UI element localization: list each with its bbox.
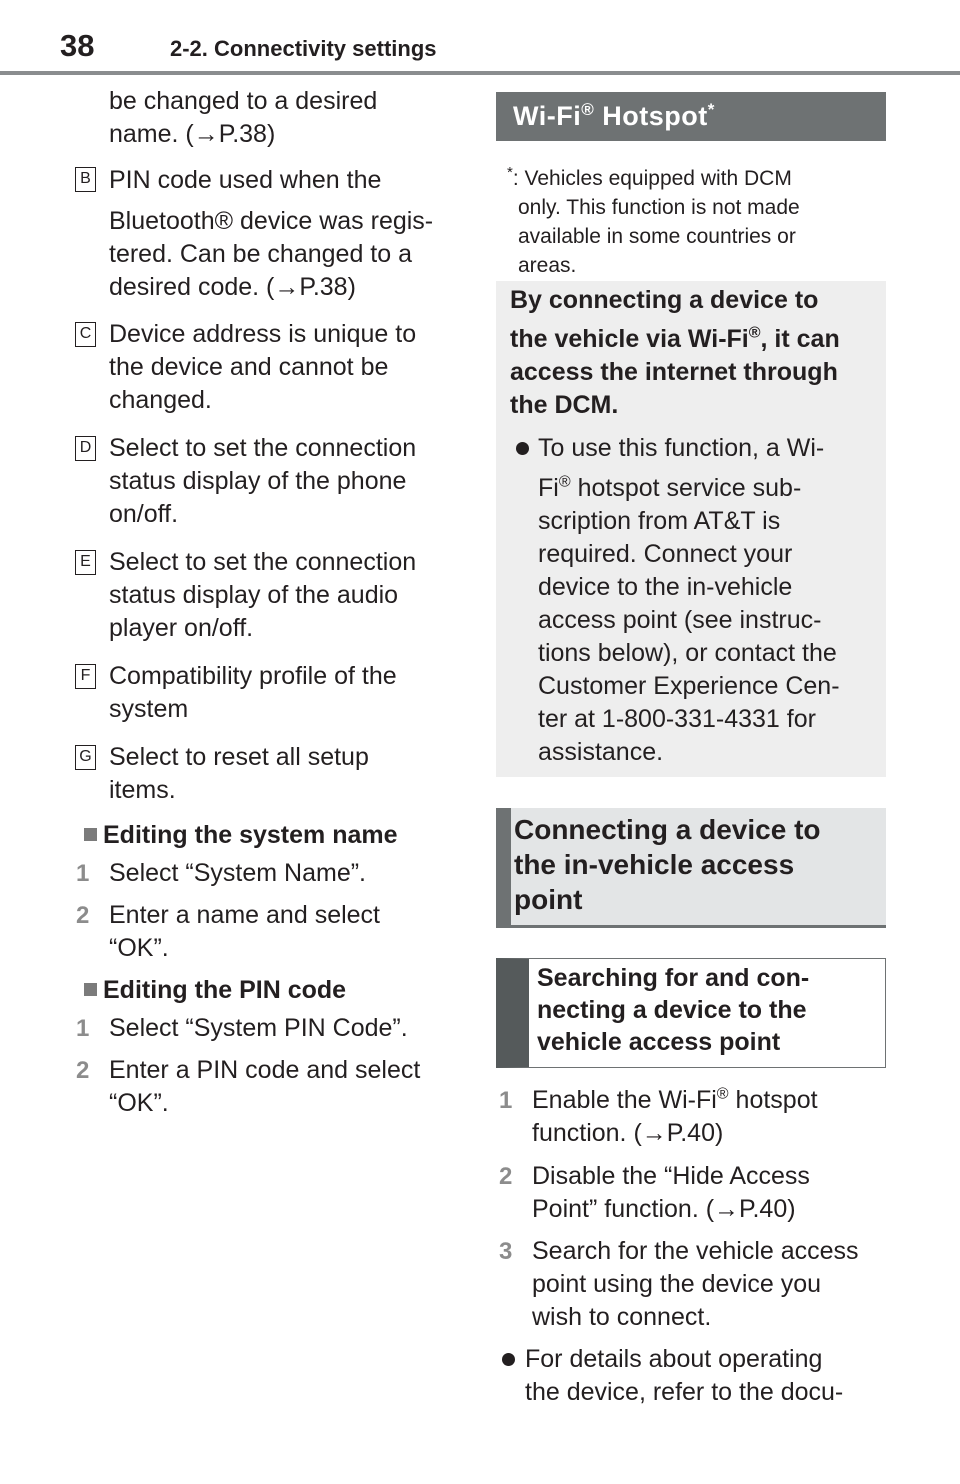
step-text (532, 1084, 882, 1150)
step-text (109, 1054, 420, 1120)
text-line: access point (see instruc- (538, 606, 822, 634)
footnote-line (507, 164, 792, 190)
footnote-line: only. This function is not made (518, 196, 800, 219)
text-run: hotspot (728, 1086, 818, 1114)
callout-label-g: G (75, 745, 96, 770)
text-line: the DCM. (510, 391, 619, 419)
item-g (109, 741, 459, 807)
text-line: point using the device you (532, 1270, 822, 1298)
text-line: Select to set the connection (109, 548, 417, 576)
text-line (510, 323, 880, 356)
text-line: wish to connect. (532, 1303, 712, 1331)
text-line: assistance. (538, 738, 664, 766)
registered-mark: ® (716, 1085, 729, 1103)
info-bullet-text (538, 432, 878, 769)
title-line: Searching for and con- (537, 964, 810, 992)
text-line: For details about operating (525, 1345, 823, 1373)
text-line: required. Connect your (538, 540, 793, 568)
step-text (109, 857, 366, 890)
text-line: Customer Experience Cen- (538, 672, 840, 700)
text-line: changed. (109, 386, 212, 414)
wifi-hotspot-title (496, 92, 886, 141)
text-line: tered. Can be changed to a (109, 240, 413, 268)
subheading-system-name: Editing the system name (103, 821, 398, 849)
text-line: device to the in-vehicle (538, 573, 793, 601)
text-line: “OK”. (109, 1089, 169, 1117)
text-line: name. (→P.38) (109, 120, 276, 148)
text-line: function. (→P.40) (532, 1119, 724, 1147)
text-line: Enter a name and select (109, 901, 380, 929)
title-line: the in-vehicle access (514, 849, 795, 880)
title-line: necting a device to the (537, 996, 807, 1024)
text-line: Point” function. (→P.40) (532, 1195, 796, 1223)
step-text (109, 899, 380, 965)
text-line: items. (109, 776, 176, 804)
text-line: PIN code used when the (109, 166, 382, 194)
title-text: Wi-Fi (513, 101, 582, 131)
text-line: Search for the vehicle access (532, 1237, 859, 1265)
text-line: player on/off. (109, 614, 254, 642)
step-number: 2 (499, 1163, 513, 1190)
connect-section-title (514, 812, 854, 917)
text-run: Fi (538, 474, 559, 502)
step-text (532, 1235, 882, 1334)
callout-label-c: C (75, 322, 96, 347)
page-number: 38 (60, 28, 95, 63)
footnote-marker: * (507, 164, 513, 181)
title-line: point (514, 884, 583, 915)
step-number: 1 (499, 1087, 513, 1114)
text-line: Select “System PIN Code”. (109, 1014, 408, 1042)
subheading-pin-code: Editing the PIN code (103, 976, 347, 1004)
continued-item (109, 85, 377, 151)
text-line: the device, refer to the docu- (525, 1378, 844, 1406)
text-line: status display of the audio (109, 581, 399, 609)
step-number: 3 (499, 1238, 513, 1265)
text-line (538, 472, 878, 505)
step-number: 2 (76, 902, 90, 929)
footnote-marker: * (707, 100, 715, 119)
item-c (109, 318, 459, 417)
item-d (109, 432, 459, 531)
text-line: To use this function, a Wi- (538, 434, 825, 462)
step-number: 1 (76, 1015, 90, 1042)
callout-label-f: F (75, 664, 96, 689)
step-number: 2 (76, 1057, 90, 1084)
title-line: Connecting a device to (514, 814, 821, 845)
text-line: status display of the phone (109, 467, 407, 495)
text-run: Enable the Wi-Fi (532, 1086, 717, 1114)
square-bullet-icon (84, 983, 97, 996)
text-line: access the internet through (510, 358, 838, 386)
item-b (109, 164, 459, 304)
item-e (109, 546, 459, 645)
text-line: desired code. (→P.38) (109, 273, 356, 301)
text-line: “OK”. (109, 934, 169, 962)
text-line (532, 1084, 882, 1117)
text-line: Disable the “Hide Access (532, 1162, 810, 1190)
text-line: Enter a PIN code and select (109, 1056, 421, 1084)
bullet-text (525, 1343, 880, 1409)
text-line: Device address is unique to (109, 320, 417, 348)
square-bullet-icon (84, 828, 97, 841)
bullet-dot-icon (516, 442, 529, 455)
section-title: 2-2. Connectivity settings (170, 36, 437, 61)
bullet-dot-icon (502, 1353, 515, 1366)
text-line: ter at 1-800-331-4331 for (538, 705, 816, 733)
callout-label-e: E (75, 550, 96, 575)
title-text: Hotspot (594, 101, 708, 131)
text-line: Select to reset all setup (109, 743, 369, 771)
text-line: the device and cannot be (109, 353, 389, 381)
footnote-line: areas. (518, 254, 577, 277)
registered-mark: ® (581, 100, 595, 119)
text-run: , it can (760, 325, 840, 353)
step-text (109, 1012, 408, 1045)
text-line: on/off. (109, 500, 179, 528)
registered-mark: ® (558, 473, 571, 491)
text-line: By connecting a device to (510, 286, 819, 314)
text-line: scription from AT&T is (538, 507, 781, 535)
header-divider (0, 71, 960, 75)
footnote-text: : Vehicles equipped with DCM (512, 167, 792, 190)
text-line: Compatibility profile of the (109, 662, 397, 690)
callout-label-d: D (75, 436, 96, 461)
search-subsection-title (537, 962, 877, 1058)
text-line: Select to set the connection (109, 434, 417, 462)
step-text (532, 1160, 882, 1226)
callout-label-b: B (75, 167, 96, 192)
text-line: tions below), or contact the (538, 639, 837, 667)
text-line: be changed to a desired (109, 87, 378, 115)
text-run: hotspot service sub- (570, 474, 802, 502)
title-line: vehicle access point (537, 1028, 781, 1056)
info-summary (510, 284, 880, 422)
registered-mark: ® (748, 324, 761, 342)
footnote-line: available in some countries or (518, 225, 796, 248)
step-number: 1 (76, 860, 90, 887)
text-line: Select “System Name”. (109, 859, 367, 887)
text-line: Bluetooth® device was regis- (109, 207, 434, 235)
text-run: the vehicle via Wi-Fi (510, 325, 749, 353)
item-f (109, 660, 459, 726)
footnote (507, 158, 877, 280)
text-line: system (109, 695, 189, 723)
